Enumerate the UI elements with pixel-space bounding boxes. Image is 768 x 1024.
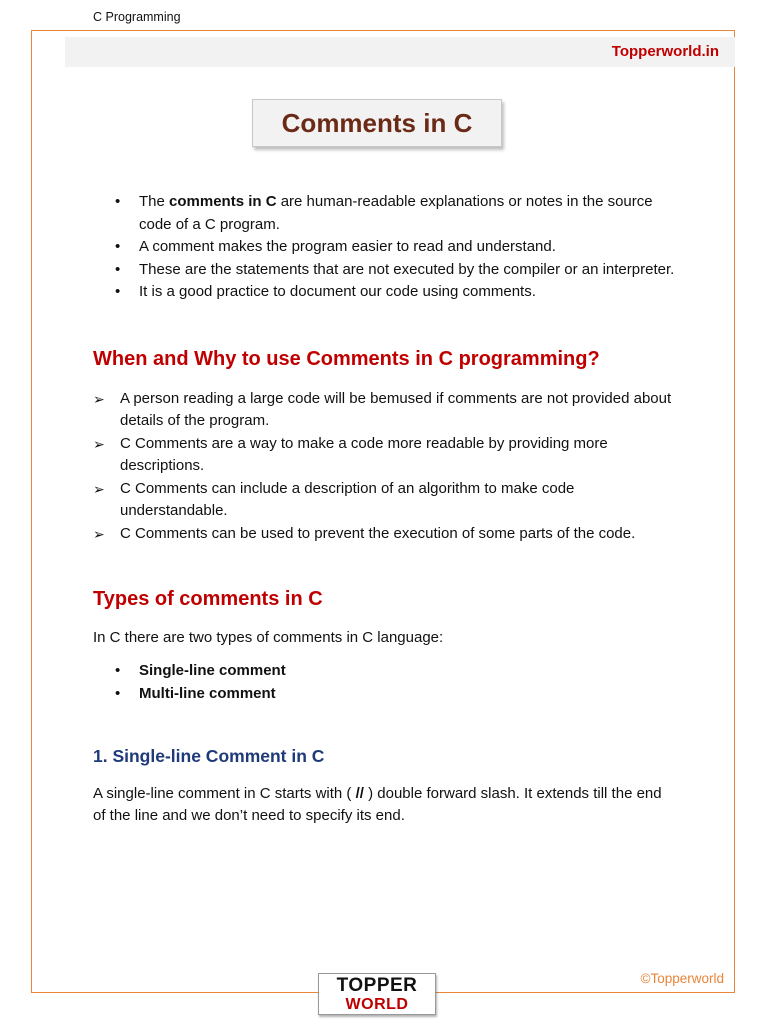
logo-top-text: TOPPER xyxy=(336,975,418,996)
types-item xyxy=(93,660,678,683)
bullet-icon: • xyxy=(115,238,121,255)
arrow-bullet-icon: ➢ xyxy=(93,525,105,542)
when-why-text: C Comments can be used to prevent the execution of some parts of the code. xyxy=(120,524,636,542)
footer-copyright: ©Topperworld xyxy=(640,971,724,986)
site-banner xyxy=(65,37,735,67)
topperworld-logo xyxy=(318,973,436,1015)
when-why-list xyxy=(93,388,678,546)
intro-bullet-item xyxy=(93,236,678,259)
intro-bullet-text: The xyxy=(139,193,170,210)
types-item-label: Single-line comment xyxy=(139,661,286,679)
banner-site-link[interactable]: Topperworld.in xyxy=(611,43,719,60)
single-line-heading: 1. Single-line Comment in C xyxy=(93,745,325,766)
intro-bullet-text: These are the statements that are not executed by the compiler or an interpreter. xyxy=(139,260,675,278)
when-why-item xyxy=(93,433,678,478)
logo-bottom-text: WORLD xyxy=(345,996,409,1013)
arrow-bullet-icon: ➢ xyxy=(93,390,105,407)
types-intro: In C there are two types of comments in C language: xyxy=(93,629,444,646)
when-why-item xyxy=(93,523,678,546)
bullet-icon: • xyxy=(115,661,121,679)
single-line-paragraph xyxy=(93,783,678,828)
intro-bullet-item xyxy=(93,281,678,304)
intro-bullet-text: It is a good practice to document our code using comments. xyxy=(139,283,536,300)
intro-bullet-item xyxy=(93,191,678,236)
types-item xyxy=(93,683,678,706)
intro-bullet-item xyxy=(93,259,678,282)
intro-bullet-bold: comments in C xyxy=(169,193,277,210)
main-content xyxy=(93,191,678,828)
arrow-bullet-icon: ➢ xyxy=(93,435,105,452)
document-header: C Programming xyxy=(93,10,181,24)
when-why-item xyxy=(93,388,678,433)
types-item-label: Multi-line comment xyxy=(139,685,276,702)
when-why-heading: When and Why to use Comments in C programming? xyxy=(93,347,600,370)
bullet-icon: • xyxy=(115,283,121,300)
intro-bullet-text: are human-readable explanations or notes in the source code of a C program. xyxy=(139,193,653,233)
types-list xyxy=(93,660,678,706)
double-slash-token: // xyxy=(355,784,364,802)
bullet-icon: • xyxy=(115,193,121,210)
single-line-text: ) double forward slash. It extends till the end of the line and we don’t need to specify its end. xyxy=(93,784,662,824)
single-line-text: A single-line comment in C starts with ( xyxy=(93,784,356,802)
when-why-item xyxy=(93,478,678,523)
title-box xyxy=(252,99,502,147)
when-why-text: C Comments can include a description of an algorithm to make code understandable. xyxy=(120,479,575,519)
bullet-icon: • xyxy=(115,685,121,702)
page-title: Comments in C xyxy=(281,107,473,138)
when-why-text: C Comments are a way to make a code more readable by providing more descriptions. xyxy=(120,434,608,474)
when-why-text: A person reading a large code will be bemused if comments are not provided about details of the program. xyxy=(120,389,672,429)
arrow-bullet-icon: ➢ xyxy=(93,480,105,497)
intro-bullet-text: A comment makes the program easier to read and understand. xyxy=(139,238,556,255)
bullet-icon: • xyxy=(115,260,121,278)
intro-bullet-list xyxy=(93,191,678,304)
types-heading: Types of comments in C xyxy=(93,588,323,610)
